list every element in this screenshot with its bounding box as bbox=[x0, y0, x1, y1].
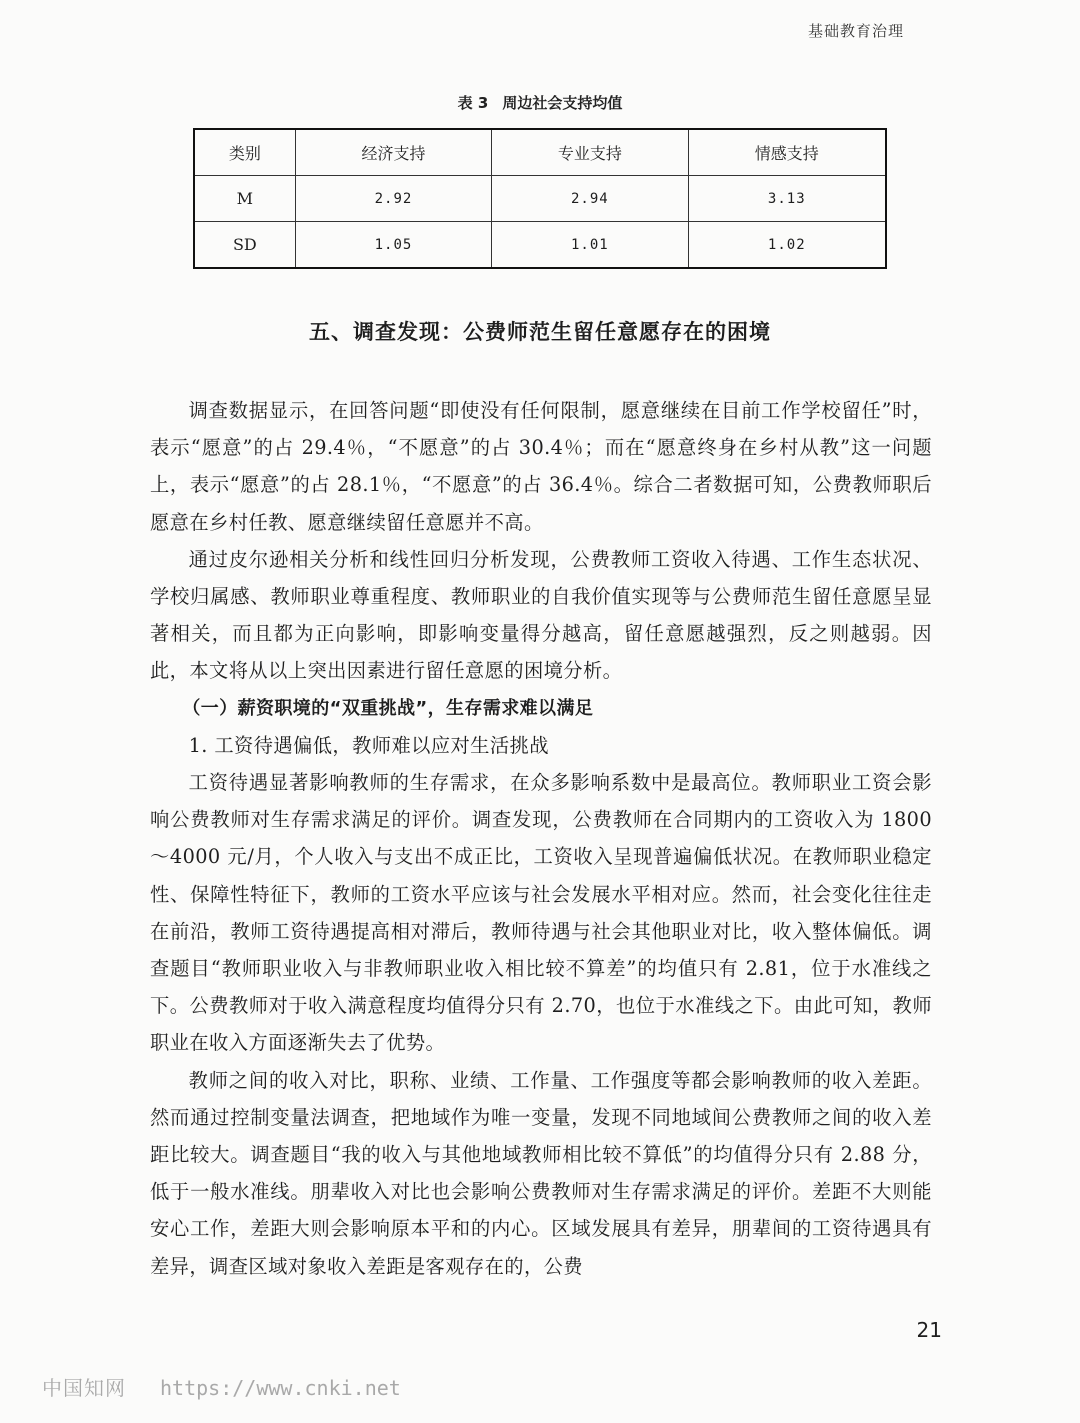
cnki-watermark bbox=[42, 1372, 401, 1401]
paragraph: 工资待遇显著影响教师的生存需求，在众多影响系数中是最高位。教师职业工资会影响公费教师对生存需求满足的评价。调查发现，公费教师在合同期内的工资收入为 1800～4000 元/月，个人收入与支出不成正比，工资收入呈现普遍偏低状况。在教师职业稳定性、保障性特征下，教师的工资水平应该与社会发展水平相对应。然而，社会变化往往走在前沿，教师工资待遇提高相对滞后，教师待遇与社会其他职业对比，收入整体偏低。调查题目“教师职业收入与非教师职业收入相比较不算差”的均值只有 2.81，位于水准线之下。公费教师对于收入满意程度均值得分只有 2.70，也位于水准线之下。由此可知，教师职业在收入方面逐渐失去了优势。 bbox=[150, 771, 932, 1055]
table-header-cell: 专业支持 bbox=[492, 129, 688, 176]
watermark-url: https://www.cnki.net bbox=[160, 1376, 401, 1400]
page-number: 21 bbox=[916, 1318, 942, 1342]
subsection-heading: （一）薪资职境的“双重挑战”，生存需求难以满足 bbox=[182, 697, 594, 719]
paragraph: 调查数据显示，在回答问题“即使没有任何限制，愿意继续在目前工作学校留任”时，表示“愿意”的占 29.4％，“不愿意”的占 30.4％；而在“愿意终身在乡村从教”这一问题上，表示“愿意”的占 28.1％，“不愿意”的占 36.4％。综合二者数据可知，公费教师职后愿意在乡村任教、愿意继续留任意愿并不高。 bbox=[150, 399, 932, 534]
watermark-name: 中国知网 bbox=[42, 1376, 126, 1400]
table-cell: 1.01 bbox=[492, 222, 688, 269]
table-cell: 3.13 bbox=[688, 176, 886, 222]
table-cell: 2.92 bbox=[295, 176, 491, 222]
table-header-cell: 类别 bbox=[194, 129, 295, 176]
subsubsection-heading: 1. 工资待遇偏低，教师难以应对生活挑战 bbox=[188, 733, 549, 757]
table-header-cell: 情感支持 bbox=[688, 129, 886, 176]
table-caption-number: 表 3 bbox=[457, 94, 489, 112]
section-title: 五、调查发现：公费师范生留任意愿存在的困境 bbox=[309, 320, 771, 344]
table-cell: 1.05 bbox=[295, 222, 491, 269]
table-header-row bbox=[194, 129, 886, 176]
body-text bbox=[150, 392, 932, 1285]
table-row bbox=[194, 176, 886, 222]
table-caption bbox=[0, 92, 1080, 113]
table-row-label: SD bbox=[194, 222, 295, 269]
table-cell: 2.94 bbox=[492, 176, 688, 222]
paragraph: 通过皮尔逊相关分析和线性回归分析发现，公费教师工资收入待遇、工作生态状况、学校归属感、教师职业尊重程度、教师职业的自我价值实现等与公费师范生留任意愿呈显著相关，而且都为正向影响，即影响变量得分越高，留任意愿越强烈，反之则越弱。因此，本文将从以上突出因素进行留任意愿的困境分析。 bbox=[150, 547, 932, 683]
table-cell: 1.02 bbox=[688, 222, 886, 269]
table-row bbox=[194, 222, 886, 269]
table-row-label: M bbox=[194, 176, 295, 222]
table-header-cell: 经济支持 bbox=[295, 129, 491, 176]
running-head: 基础教育治理 bbox=[807, 22, 904, 40]
table-caption-text: 周边社会支持均值 bbox=[502, 94, 623, 112]
paragraph: 教师之间的收入对比，职称、业绩、工作量、工作强度等都会影响教师的收入差距。然而通过控制变量法调查，把地域作为唯一变量，发现不同地域间公费教师之间的收入差距比较大。调查题目“我的收入与其他地域教师相比较不算低”的均值得分只有 2.88 分，低于一般水准线。朋辈收入对比也会影响公费教师对生存需求满足的评价。差距不大则能安心工作，差距大则会影响原本平和的内心。区域发展具有差异，朋辈间的工资待遇具有差异，调查区域对象收入差距是客观存在的，公费 bbox=[150, 1068, 932, 1278]
support-mean-table bbox=[193, 128, 887, 269]
